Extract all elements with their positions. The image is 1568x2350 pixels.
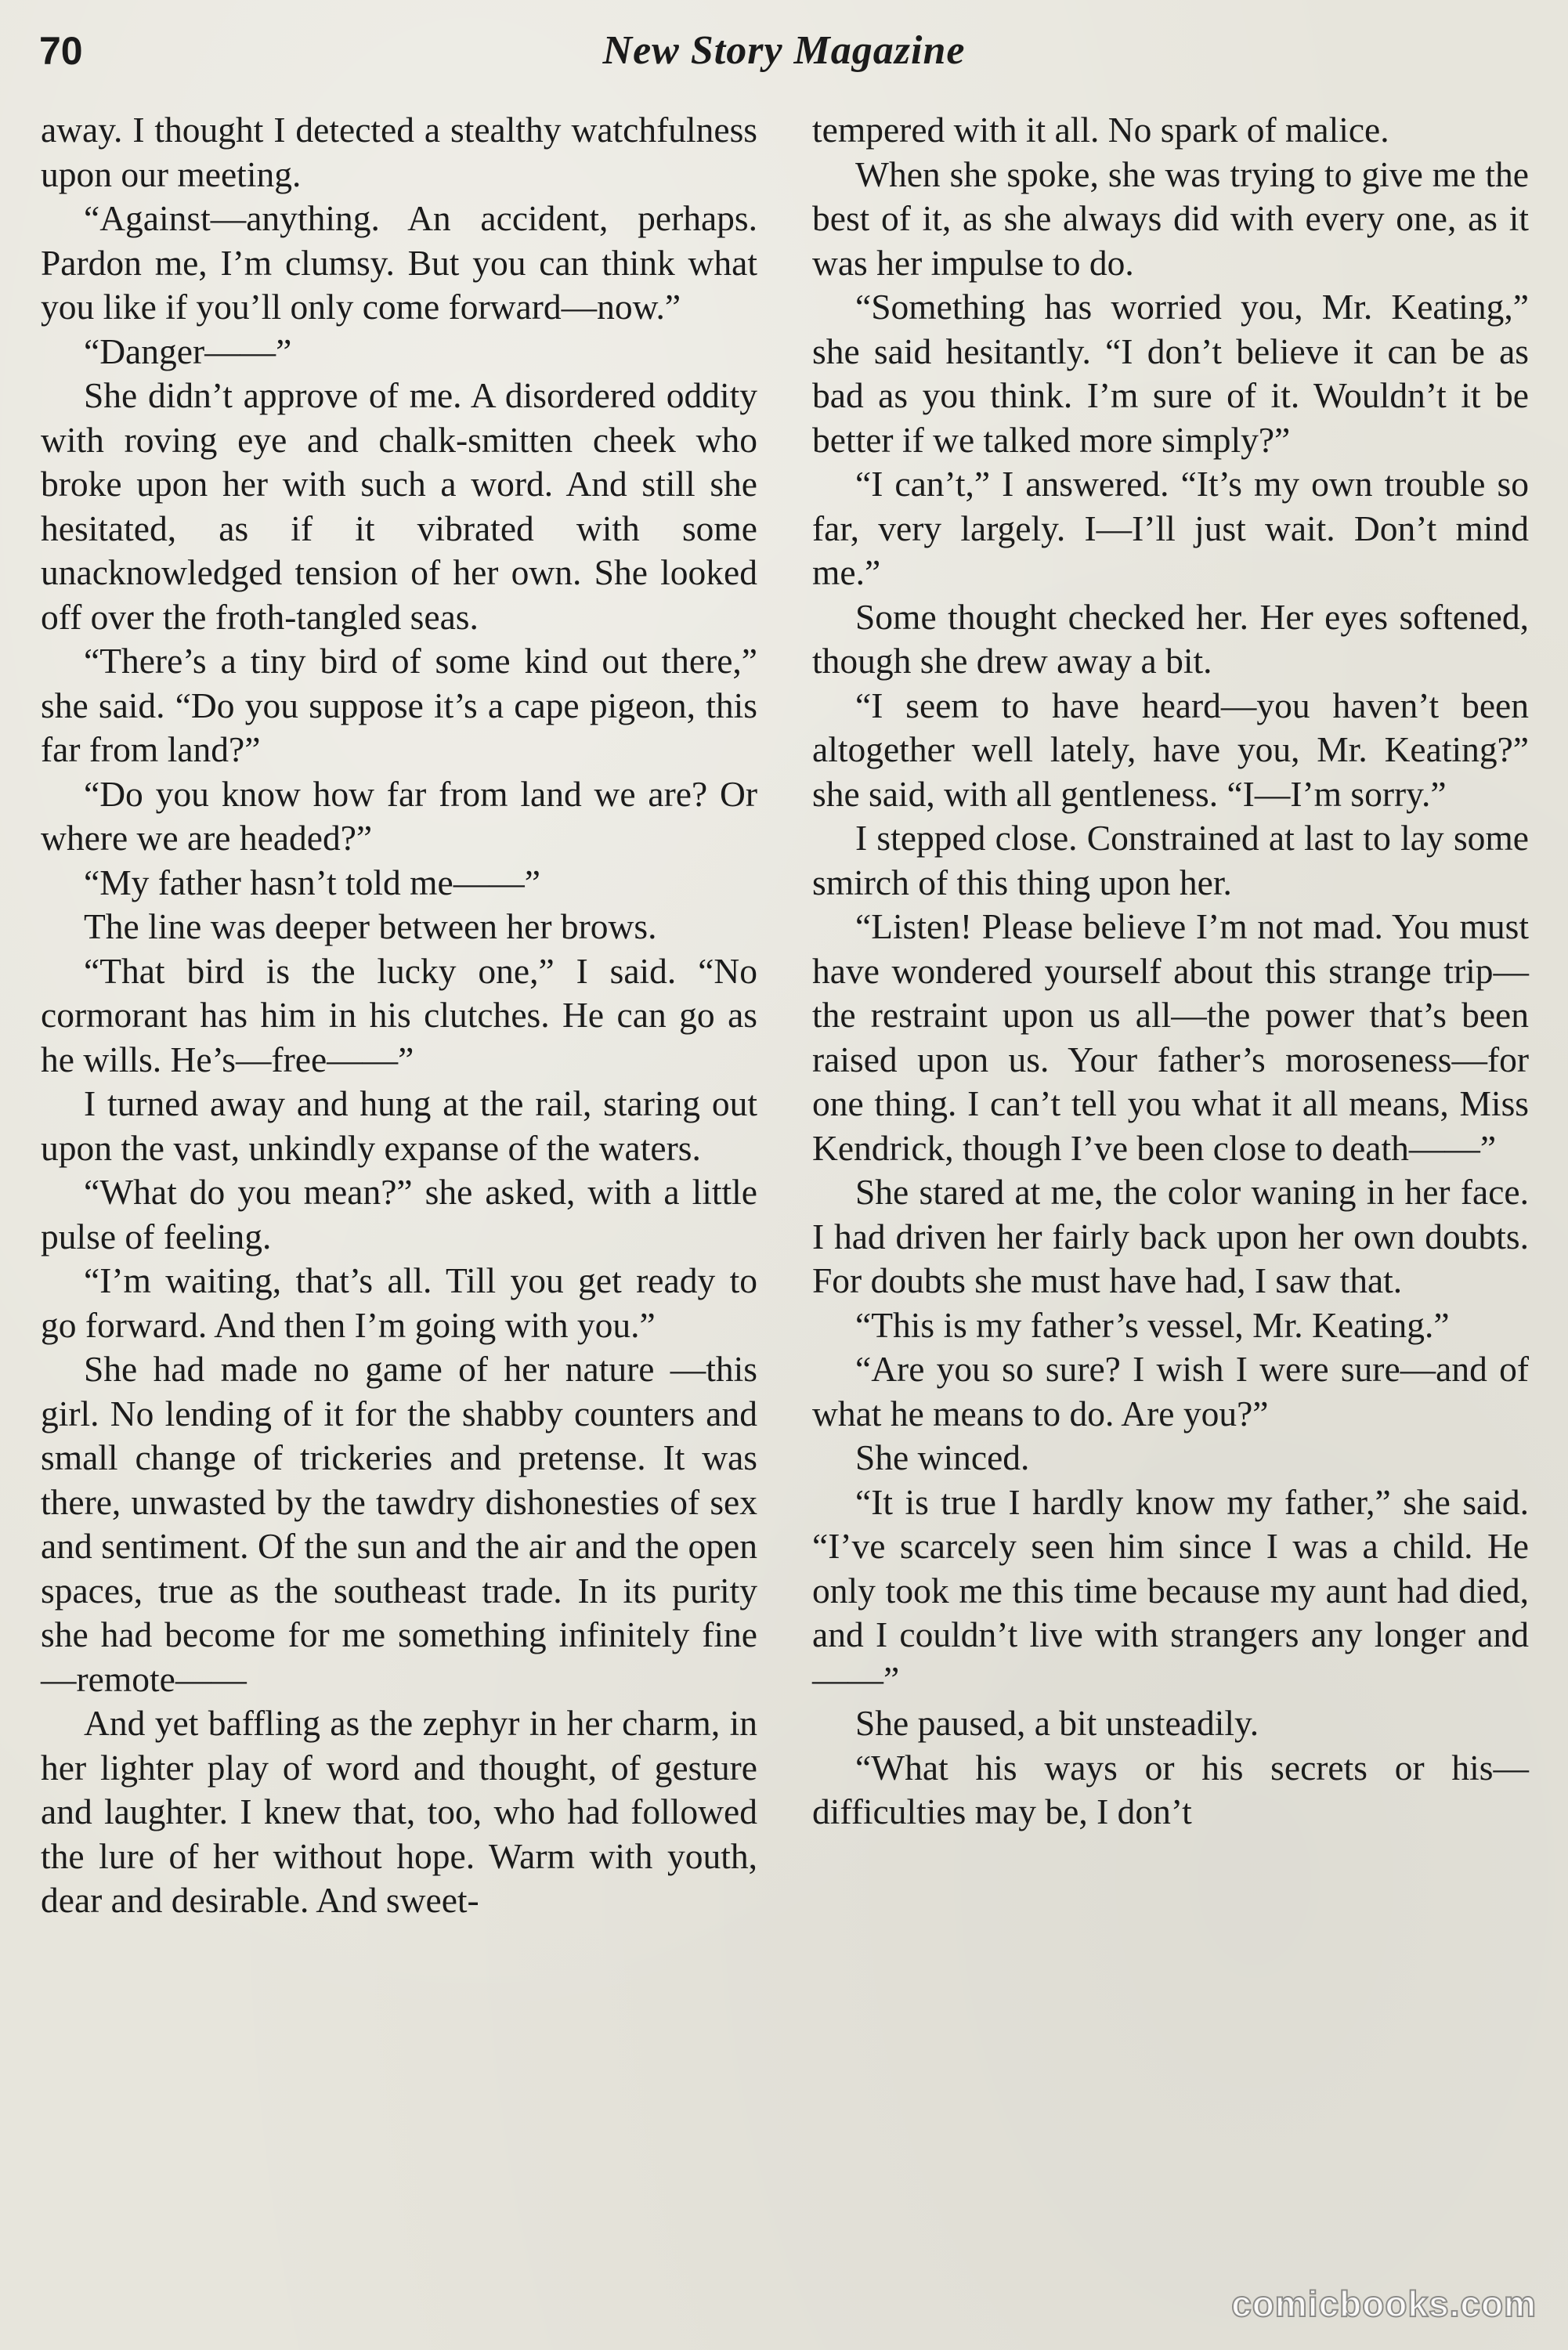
paragraph: “What his ways or his secrets or his—difficulties may be, I don’t — [812, 1747, 1529, 1831]
text-columns — [41, 108, 1529, 1923]
paragraph: Some thought checked her. Her eyes softened, though she drew away a bit. — [812, 596, 1529, 681]
paragraph: “Danger——” — [84, 331, 292, 371]
paragraph: “Something has worried you, Mr. Keating,” she said hesitantly. “I don’t believe it can be as bad as you think. I’m sure of it. Wouldn’t it be better if we talked more simply?” — [812, 287, 1529, 460]
paragraph: “I’m waiting, that’s all. Till you get ready to go forward. And then I’m going with you.” — [41, 1260, 757, 1345]
paragraph: “Against—anything. An accident, perhaps. Pardon me, I’m clumsy. But you can think what you like if you’ll only come forward—now.” — [41, 198, 757, 327]
paragraph: She had made no game of her nature —this girl. No lending of it for the shabby counters and small change of trickeries and pretense. It was there, unwasted by the tawdry dishonesties of sex and sentiment. Of the sun and the air and the open spaces, true as the southeast trade. In its purity she had become for me something infinitely fine —remote—— — [41, 1349, 757, 1699]
right-column — [812, 108, 1529, 1923]
paragraph: She paused, a bit unsteadily. — [855, 1703, 1259, 1743]
paragraph: away. I thought I detected a stealthy watchfulness upon our meeting. — [41, 110, 757, 194]
paragraph: “That bird is the lucky one,” I said. “No cormorant has him in his clutches. He can go as he wills. He’s—free——” — [41, 950, 757, 1079]
paragraph: And yet baffling as the zephyr in her charm, in her lighter play of word and thought, of gesture and laughter. I knew that, too, who had followed the lure of her without hope. Warm with youth, dear and desirable. And sweet- — [41, 1703, 757, 1920]
magazine-title: New Story Magazine — [602, 28, 966, 73]
left-column — [41, 108, 757, 1923]
paragraph: “It is true I hardly know my father,” she said. “I’ve scarcely seen him since I was a child. He only took me this time because my aunt had died, and I couldn’t live with strangers any longer and——” — [812, 1481, 1529, 1699]
paragraph: “I seem to have heard—you haven’t been altogether well lately, have you, Mr. Keating?” she said, with all gentleness. “I—I’m sorry.” — [812, 685, 1529, 814]
paragraph: “Are you so sure? I wish I were sure—and of what he means to do. Are you?” — [812, 1349, 1529, 1434]
paragraph: “Listen! Please believe I’m not mad. You must have wondered yourself about this strange trip—the restraint upon us all—the power that’s been raised upon us. Your father’s moroseness—for one thing. I can’t tell you what it all means, Miss Kendrick, though I’ve been close to death——” — [812, 906, 1529, 1168]
paragraph: “This is my father’s vessel, Mr. Keating.” — [855, 1304, 1450, 1345]
paragraph: She stared at me, the color waning in her face. I had driven her fairly back upon her own doubts. For doubts she must have had, I saw that. — [812, 1172, 1529, 1300]
paragraph: “What do you mean?” she asked, with a little pulse of feeling. — [41, 1172, 757, 1256]
page-header — [39, 24, 1529, 78]
page-number: 70 — [39, 29, 83, 73]
paragraph: The line was deeper between her brows. — [84, 906, 657, 946]
paragraph: She didn’t approve of me. A disordered oddity with roving eye and chalk-smitten cheek who broke upon her with such a word. And still she hesitated, as if it vibrated with some unacknowledged tension of her own. She looked off over the froth-tangled seas. — [41, 375, 757, 637]
paragraph: She winced. — [855, 1437, 1030, 1477]
paragraph: I stepped close. Constrained at last to lay some smirch of this thing upon her. — [812, 818, 1529, 902]
paragraph: tempered with it all. No spark of malice. — [812, 110, 1389, 150]
paragraph: “There’s a tiny bird of some kind out there,” she said. “Do you suppose it’s a cape pigeon, this far from land?” — [41, 641, 757, 769]
paragraph: “Do you know how far from land we are? Or where we are headed?” — [41, 773, 757, 858]
paragraph: “I can’t,” I answered. “It’s my own trouble so far, very largely. I—I’ll just wait. Don’t mind me.” — [812, 464, 1529, 592]
watermark-logo: comicbooks.com — [1231, 2283, 1537, 2324]
paragraph: When she spoke, she was trying to give me the best of it, as she always did with every one, as it was her impulse to do. — [812, 154, 1529, 283]
paragraph: I turned away and hung at the rail, staring out upon the vast, unkindly expanse of the waters. — [41, 1083, 757, 1168]
paragraph: “My father hasn’t told me——” — [84, 862, 540, 902]
